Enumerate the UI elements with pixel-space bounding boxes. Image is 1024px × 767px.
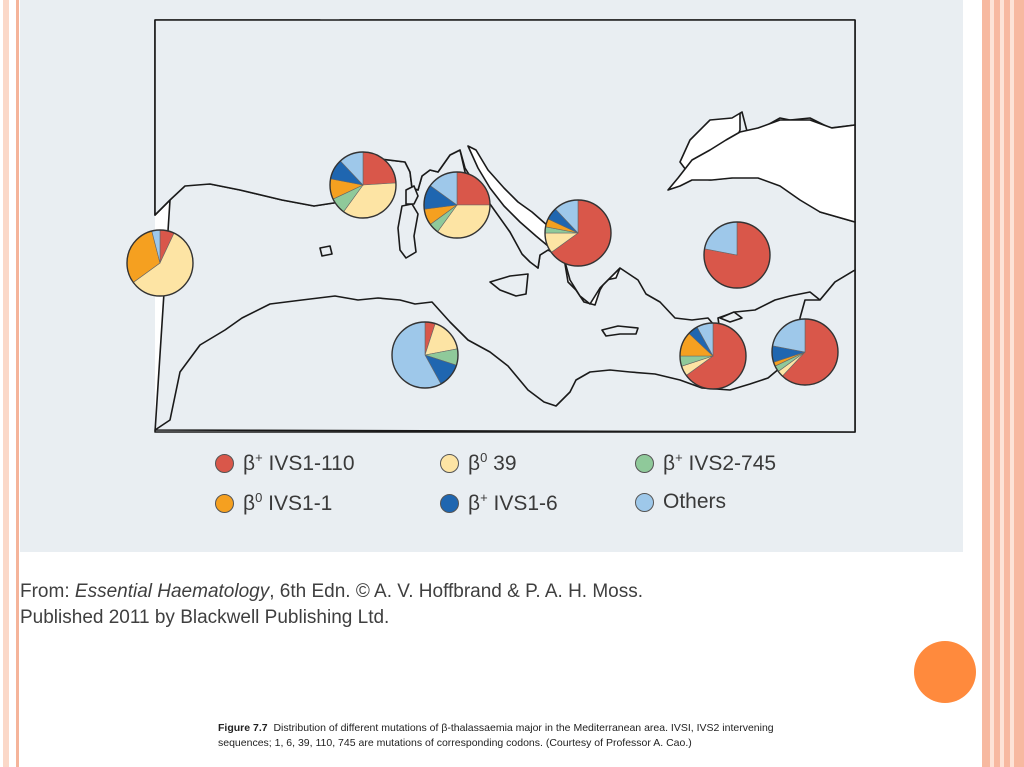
- legend-label: β+ IVS2-745: [663, 450, 777, 475]
- legend-swatch: [440, 454, 459, 473]
- legend-label: β+ IVS1-6: [468, 490, 558, 515]
- pie-chart: [545, 200, 611, 266]
- source-suffix: , 6th Edn. © A. V. Hoffbrand & P. A. H. Moss.: [269, 581, 644, 602]
- pie-chart: [127, 230, 193, 296]
- pie-chart: [772, 319, 838, 385]
- pie-chart: [392, 322, 458, 388]
- caption-text: Distribution of different mutations of β-thalassaemia major in the Mediterranean area. IVSI, IVS2 intervening sequences; 1, 6, 39, 110, 745 are mutations of corresponding codons. (Courtesy of Professor A. Cao.): [218, 722, 774, 749]
- source-prefix: From:: [20, 581, 75, 602]
- pie-chart: [680, 323, 746, 389]
- left-decorative-border: [0, 0, 19, 767]
- caption-label: Figure 7.7: [218, 722, 268, 734]
- legend-item: [440, 450, 517, 476]
- pie-chart: [704, 222, 770, 288]
- legend-item: [440, 490, 558, 516]
- right-decorative-stripes: [978, 0, 1024, 767]
- legend-swatch: [215, 494, 234, 513]
- legend-item: [635, 450, 776, 476]
- legend-item: [215, 450, 355, 476]
- land-balearic: [320, 246, 332, 256]
- legend-label: $\beta^0$ 39: [468, 450, 517, 475]
- pie-chart: [330, 152, 396, 218]
- legend-item: [635, 490, 726, 514]
- source-book-title: Essential Haematology: [74, 581, 270, 602]
- legend-swatch: [635, 493, 654, 512]
- pie-chart: [424, 172, 490, 238]
- legend-swatch: [215, 454, 234, 473]
- legend-label: Others: [663, 490, 727, 513]
- source-citation: [20, 579, 920, 631]
- source-line-1: [20, 579, 920, 605]
- figure-panel: [20, 0, 963, 552]
- decorative-orange-circle: [914, 641, 976, 703]
- legend: [215, 450, 855, 530]
- figure-caption: [218, 721, 798, 751]
- land-sardinia: [398, 204, 418, 258]
- legend-label: $\beta^0$ IVS1-1: [243, 490, 333, 515]
- source-line-2: Published 2011 by Blackwell Publishing Ltd.: [20, 607, 390, 628]
- legend-swatch: [635, 454, 654, 473]
- legend-swatch: [440, 494, 459, 513]
- legend-item: [215, 490, 332, 516]
- legend-label: β+ IVS1-110: [243, 450, 355, 475]
